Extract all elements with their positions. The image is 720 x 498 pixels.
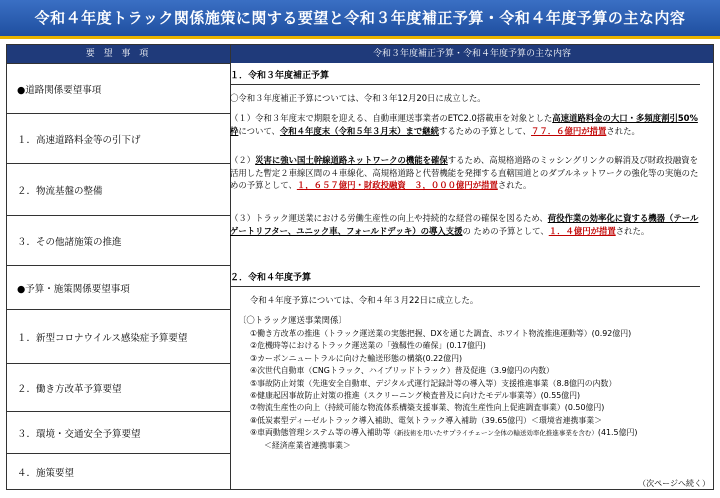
item3-text-c: の ための予算として、 xyxy=(462,225,549,236)
row-policy: ４．施策要望 xyxy=(7,453,230,489)
section2-intro: 令和４年度予算については、令和４年３月22日に成立した。 xyxy=(250,295,479,305)
section1-item3 xyxy=(230,212,704,237)
header-right: 令和３年度補正予算・令和４年度予算の主な内容 xyxy=(231,45,713,63)
item2-text-c: するため、高規格道路のミッシングリンクの解消及び財政投融資を活用した暫定２車線区間の４車線化、高規格道路と代替機能を発揮する直轄国道とのダブルネットワークの強化等の実施のための予算として、 xyxy=(230,155,699,191)
header-left: 要 望 事 項 xyxy=(7,45,230,63)
item1-text-e: するための予算として、 xyxy=(439,125,532,136)
section1-underline xyxy=(230,84,700,85)
section2-items xyxy=(250,328,710,452)
item1-highway-discount: 高速道路料金の大口・多頻度割引50%枠 xyxy=(230,113,698,136)
row-highway-toll: １．高速道路料金等の引下げ xyxy=(7,113,230,163)
section2-group: 〔〇トラック運送事業関係〕 xyxy=(238,315,347,325)
budget-item-3: ③カーボンニュートラルに向けた輸送形態の構築(0.22億円) xyxy=(250,353,463,363)
row-other-measures: ３．その他諸施策の推進 xyxy=(7,215,230,265)
page-title: 令和４年度トラック関係施策に関する要望と令和３年度補正予算・令和４年度予算の主な内容 xyxy=(34,9,686,27)
budget-item-5: ⑤事故防止対策（先進安全自動車、デジタル式運行記録計等の導入等）支援推進事業（8.8億円の内数） xyxy=(250,378,617,388)
row-budget-requests: ●予算・施策関係要望事項 xyxy=(7,265,230,309)
item1-text-a: （１）令和３年度末で期限を迎える、自動車運送事業者のETC2.0搭載車を対象とした xyxy=(230,113,553,123)
budget-item-7: ⑦物流生産性の向上（持続可能な物流体系構築支援事業、物流生産性向上促進調査事業）(0.50億円) xyxy=(250,403,605,413)
title-bar xyxy=(0,0,720,39)
row-environment-safety: ３．環境・交通安全予算要望 xyxy=(7,411,230,453)
row-road-requests: ●道路関係要望事項 xyxy=(7,63,230,113)
budget-item-4: ④次世代自動車（CNGトラック、ハイブリッドトラック）普及促進（3.9億円の内数） xyxy=(250,366,554,376)
row-logistics-infra: ２．物流基盤の整備 xyxy=(7,163,230,215)
item9-text: ⑨車両動態管理システム等の導入補助等 xyxy=(250,428,391,438)
item1-extension: 令和４年度末（令和５年３月末）まで継続 xyxy=(279,125,440,136)
budget-item-8: ⑧低炭素型ディーゼルトラック導入補助、電気トラック導入補助（39.65億円）＜環境省連携事業＞ xyxy=(250,415,603,425)
item2-network: 災害に強い国土幹線道路ネットワークの機能を確保 xyxy=(255,155,448,165)
item2-text-a: （２） xyxy=(230,155,256,165)
item3-amount: １．４億円が措置 xyxy=(548,225,616,236)
section1-heading: １．令和３年度補正予算 xyxy=(230,71,330,81)
budget-item-6: ⑥健康起因事故防止対策の推進（スクリーニング検査普及に向けたモデル事業等）(0.55億円) xyxy=(250,391,581,401)
item3-text-a: （３）トラック運送業における労働生産性の向上や持続的な経営の確保を図るため、 xyxy=(230,213,548,223)
row-covid: １．新型コロナウイルス感染症予算要望 xyxy=(7,309,230,363)
section1-item2 xyxy=(230,154,704,192)
item3-text-e: された。 xyxy=(615,225,650,236)
budget-item-2: ②危機時等におけるトラック運送業の「強靱性の確保」(0.17億円) xyxy=(250,341,486,351)
item2-text-e: された。 xyxy=(497,180,532,191)
item9-amount: (41.5億円) xyxy=(597,428,638,438)
item3-equipment: 荷役作業の効率化に資する機器（テールゲートリフター、ユニック車、フォールドデッキ）の導入支援 xyxy=(230,213,699,236)
section2-underline xyxy=(230,286,700,287)
continued-note: （次ページへ続く） xyxy=(638,479,710,488)
budget-item-9-partner: ＜経済産業省連携事業＞ xyxy=(264,440,351,450)
item1-text-g: された。 xyxy=(606,125,640,136)
item2-amount: １，６５７億円・財政投融資 ３，０００億円が措置 xyxy=(296,180,498,191)
budget-item-9 xyxy=(250,427,710,439)
item1-text-c: について、 xyxy=(238,125,280,136)
budget-item-1: ①働き方改革の推進（トラック運送業の実態把握、DXを通じた調査、ホワイト物流推進運動等）(0.92億円) xyxy=(250,329,632,338)
section1-item1 xyxy=(230,112,704,137)
row-work-style: ２．働き方改革予算要望 xyxy=(7,363,230,411)
item1-amount: ７７．６億円が措置 xyxy=(531,125,607,136)
item9-note: （新技術を用いたサプライチェーン全体の輸送効率化推進事業を含む） xyxy=(390,429,598,438)
section1-intro: 〇令和３年度補正予算については、令和３年12月20日に成立した。 xyxy=(230,93,486,103)
section2-heading: ２．令和４年度予算 xyxy=(230,273,312,283)
